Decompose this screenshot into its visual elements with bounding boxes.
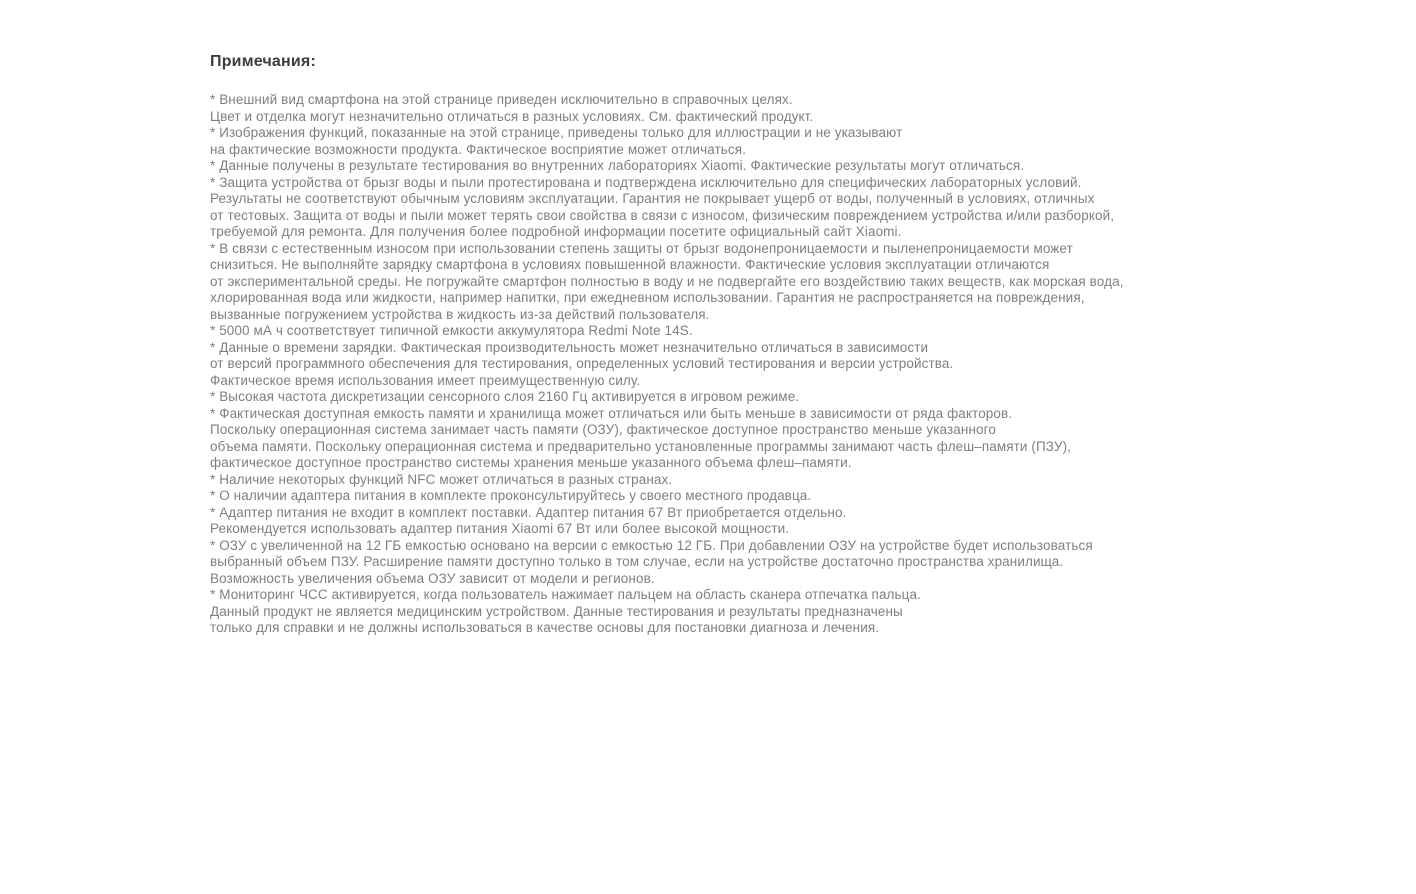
note-item: [210, 406, 1400, 472]
note-line: от версий программного обеспечения для тестирования, определенных условий тестирования и версии устройства.: [210, 356, 954, 371]
note-line: на фактические возможности продукта. Фактическое восприятие может отличаться.: [210, 141, 747, 157]
note-line: * 5000 мА ч соответствует типичной емкости аккумулятора Redmi Note 14S.: [210, 323, 693, 338]
notes-list: [210, 92, 1400, 637]
note-line: Фактическое время использования имеет преимущественную силу.: [210, 372, 641, 388]
note-item: [210, 175, 1400, 241]
note-line: Данный продукт не является медицинским устройством. Данные тестирования и результаты предназначены: [210, 603, 903, 619]
note-line: требуемой для ремонта. Для получения более подробной информации посетите официальный сайт Xiaomi.: [210, 224, 902, 239]
note-line: выбранный объем ПЗУ. Расширение памяти доступно только в том случае, если на устройстве достаточно пространства хранилища.: [210, 554, 1064, 569]
note-line: Поскольку операционная система занимает часть памяти (ОЗУ), фактическое доступное пространство меньше указанного: [210, 422, 996, 437]
note-line: * Наличие некоторых функций NFC может отличаться в разных странах.: [210, 471, 673, 487]
note-item: [210, 472, 1400, 489]
note-line: * Внешний вид смартфона на этой странице приведен исключительно в справочных целях.: [210, 92, 793, 107]
note-line: * Фактическая доступная емкость памяти и хранилища может отличаться или быть меньше в зависимости от ряда факторов.: [210, 405, 1013, 421]
note-item: [210, 587, 1400, 637]
note-item: [210, 538, 1400, 588]
note-item: [210, 505, 1400, 538]
note-line: от экспериментальной среды. Не погружайте смартфон полностью в воду и не подвергайте его воздействию таких веществ, как морская вода,: [210, 273, 1124, 289]
note-line: * Защита устройства от брызг воды и пыли протестирована и подтверждена исключительно для специфических лабораторных условий.: [210, 174, 1082, 190]
note-item: [210, 158, 1400, 175]
note-line: Цвет и отделка могут незначительно отличаться в разных условиях. См. фактический продукт.: [210, 108, 814, 124]
note-line: * Изображения функций, показанные на этой странице, приведены только для иллюстрации и не указывают: [210, 125, 903, 140]
note-line: от тестовых. Защита от воды и пыли может терять свои свойства в связи с износом, физическим повреждением устройства и/или разборкой,: [210, 207, 1115, 223]
note-line: объема памяти. Поскольку операционная система и предварительно установленные программы занимают часть флеш–памяти (ПЗУ),: [210, 438, 1072, 454]
note-line: * Высокая частота дискретизации сенсорного слоя 2160 Гц активируется в игровом режиме.: [210, 389, 800, 404]
note-line: * ОЗУ с увеличенной на 12 ГБ емкостью основано на версии с емкостью 12 ГБ. При добавлении ОЗУ на устройстве будет использоваться: [210, 537, 1093, 553]
note-line: вызванные погружением устройства в жидкость из-за действий пользователя.: [210, 306, 710, 322]
note-line: фактическое доступное пространство системы хранения меньше указанного объема флеш–памяти.: [210, 455, 852, 470]
note-line: * В связи с естественным износом при использовании степень защиты от брызг водонепроницаемости и пыленепроницаемости может: [210, 240, 1073, 256]
note-line: Рекомендуется использовать адаптер питания Xiaomi 67 Вт или более высокой мощности.: [210, 521, 790, 536]
note-item: [210, 92, 1400, 125]
notes-heading: Примечания:: [210, 53, 316, 70]
notes-section: [210, 53, 1400, 637]
note-item: [210, 241, 1400, 324]
note-line: Возможность увеличения объема ОЗУ зависит от модели и регионов.: [210, 570, 655, 586]
note-item: [210, 125, 1400, 158]
note-line: только для справки и не должны использоваться в качестве основы для постановки диагноза и лечения.: [210, 620, 880, 635]
note-item: [210, 389, 1400, 406]
note-line: снизиться. Не выполняйте зарядку смартфона в условиях повышенной влажности. Фактические условия эксплуатации отличаются: [210, 257, 1050, 272]
note-line: Результаты не соответствуют обычным условиям эксплуатации. Гарантия не покрывает ущерб от воды, полученный в условиях, отличных: [210, 191, 1095, 206]
note-line: * О наличии адаптера питания в комплекте проконсультируйтесь у своего местного продавца.: [210, 488, 812, 503]
note-line: * Адаптер питания не входит в комплект поставки. Адаптер питания 67 Вт приобретается отдельно.: [210, 504, 847, 520]
note-item: [210, 340, 1400, 390]
note-item: [210, 488, 1400, 505]
note-line: хлорированная вода или жидкости, например напитки, при ежедневном использовании. Гарантия не распространяется на повреждения,: [210, 290, 1085, 305]
note-line: * Данные получены в результате тестирования во внутренних лабораториях Xiaomi. Фактические результаты могут отличаться.: [210, 158, 1025, 173]
note-item: [210, 323, 1400, 340]
note-line: * Мониторинг ЧСС активируется, когда пользователь нажимает пальцем на область сканера отпечатка пальца.: [210, 587, 921, 602]
note-line: * Данные о времени зарядки. Фактическая производительность может незначительно отличаться в зависимости: [210, 339, 929, 355]
